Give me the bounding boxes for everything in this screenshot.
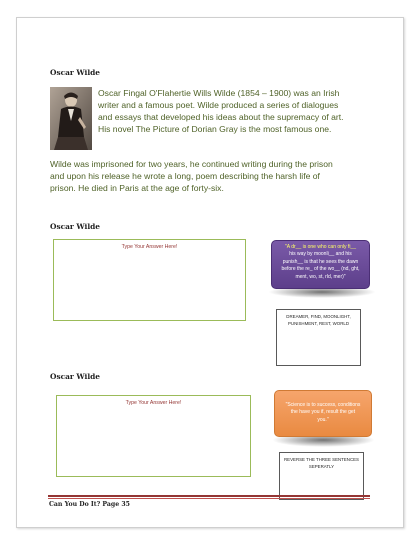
quote-line: his way by moonli__ and his <box>289 251 352 258</box>
quote-line: the have you if, result the get <box>290 409 356 416</box>
biography-line: prison. He died in Paris at the age of forty-six. <box>50 183 224 193</box>
intro-line: writer and a famous poet. Wilde produced a series of dialogues <box>98 100 339 110</box>
word-bank-line: PUNISHMENT, REST, WORLD <box>288 321 349 326</box>
footer-rule-thin <box>48 498 370 499</box>
answer-box[interactable] <box>56 395 251 477</box>
quote-line: punish__ is that he sees the dawn <box>282 258 359 265</box>
instruction-line: SEPERATLY <box>308 464 335 469</box>
page-footer: Can You Do It? Page 35 <box>49 501 130 508</box>
section-heading: Oscar Wilde <box>50 222 101 231</box>
quote-line: ment, wo, st, rld, mer)" <box>295 273 346 280</box>
word-bank-box <box>276 309 361 366</box>
quote-line: "Science is to success, conditions <box>285 402 361 408</box>
biography-line: Wilde was imprisoned for two years, he continued writing during the prison <box>50 159 333 169</box>
answer-box[interactable] <box>53 239 246 321</box>
biography-paragraph <box>50 158 333 194</box>
portrait-illustration <box>50 87 92 150</box>
section-heading: Oscar Wilde <box>50 68 101 77</box>
footer-rule <box>48 495 370 497</box>
intro-line: His novel The Picture of Dorian Gray is the most famous one. <box>98 124 332 134</box>
instruction-line: REVERSE THE THREE SENTENCES <box>284 457 359 462</box>
quote-box <box>271 240 370 289</box>
quote-line: before the re_ of the wo__ (nd, ght, <box>281 266 360 273</box>
word-bank-line: DREAMER, FIND, MOONLIGHT, <box>286 314 351 319</box>
section-heading: Oscar Wilde <box>50 372 101 381</box>
quote-line: "A dr__ is one who can only fi__ <box>285 244 356 250</box>
answer-placeholder: Type Your Answer Here! <box>121 244 178 250</box>
answer-placeholder: Type Your Answer Here! <box>125 400 182 406</box>
author-portrait-image <box>50 87 92 150</box>
intro-line: and essays that developed his ideas about the supremacy of art. <box>98 112 344 122</box>
intro-paragraph <box>98 87 344 135</box>
instruction-box <box>279 452 364 500</box>
quote-box <box>274 390 372 437</box>
biography-line: and upon his release he wrote a long, poem describing the harsh life of <box>50 171 320 181</box>
intro-line: Oscar Fingal O'Flahertie Wills Wilde (1854 – 1900) was an Irish <box>98 88 340 98</box>
quote-line: you." <box>317 416 329 423</box>
